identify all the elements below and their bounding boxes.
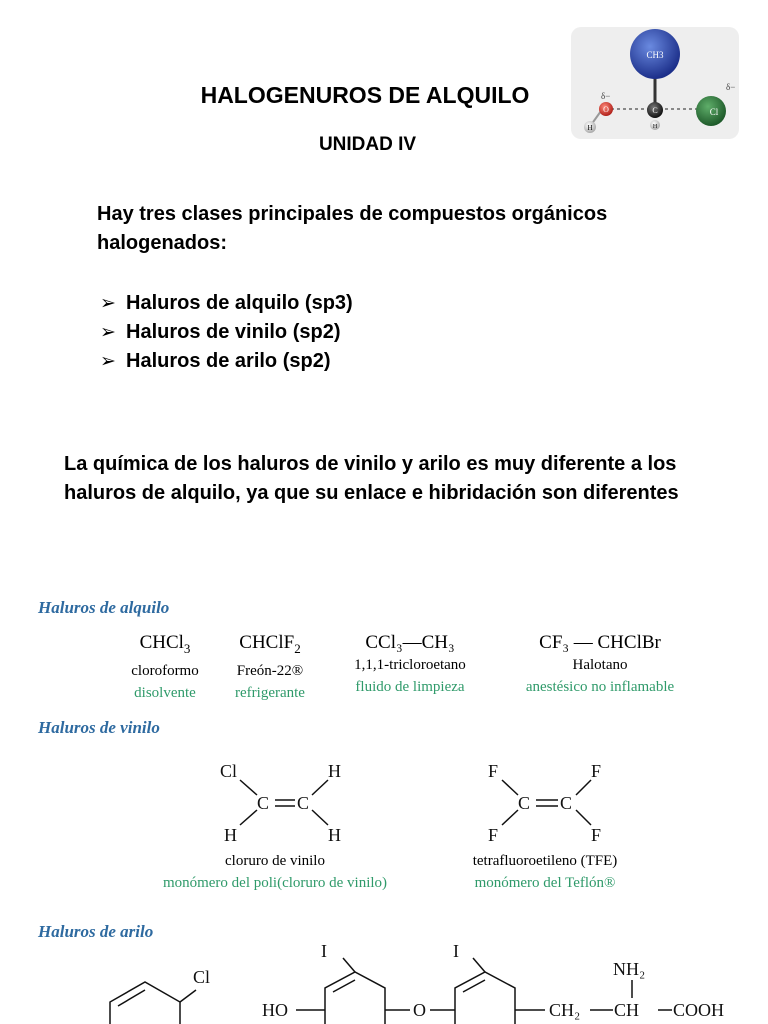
svg-text:H: H — [587, 124, 593, 132]
svg-text:I: I — [453, 941, 459, 961]
compound-chloroform: CHCl$_3$ cloroformo disolvente — [131, 632, 199, 701]
svg-text:CH: CH — [614, 1000, 640, 1020]
svg-text:H: H — [328, 761, 341, 781]
compound-freon22: CHClF$_2$ Freón-22® refrigerante — [235, 632, 305, 701]
svg-text:C: C — [518, 793, 531, 813]
page-title: HALOGENUROS DE ALQUILO — [200, 82, 530, 108]
vinyl-chloride-caption: cloruro de vinilo monómero del poli(cloruro de vinilo) — [162, 853, 388, 891]
svg-text:C: C — [560, 793, 573, 813]
svg-text:O: O — [413, 1000, 426, 1020]
svg-text:H: H — [224, 825, 237, 845]
vinyl-chloride-structure — [200, 755, 370, 850]
halide-class-list — [100, 289, 353, 376]
svg-text:δ−: δ− — [726, 82, 736, 92]
svg-text:I: I — [321, 941, 327, 961]
svg-text:NH₂: NH₂ — [613, 959, 646, 979]
section-heading-alquilo: Haluros de alquilo — [38, 598, 170, 617]
comparison-paragraph: La química de los haluros de vinilo y arilo es muy diferente a los haluros de alquilo, ya que su enlace e hibridación son diferentes — [64, 453, 679, 504]
svg-text:C: C — [652, 106, 658, 115]
intro-text: Hay tres clases principales de compuestos orgánicos halogenados: — [97, 203, 608, 254]
svg-text:HO: HO — [262, 1000, 288, 1020]
svg-text:F: F — [488, 761, 499, 781]
svg-text:C: C — [297, 793, 310, 813]
svg-text:δ−: δ− — [601, 91, 611, 101]
compound-halothane: CF₃ — CHClBr Halotano anestésico no inflamable — [525, 632, 675, 695]
section-heading-vinilo: Haluros de vinilo — [38, 718, 160, 737]
list-item: ➢ Haluros de arilo (sp2) — [100, 347, 353, 376]
svg-text:COOH: COOH — [673, 1000, 725, 1020]
svg-text:CH3: CH3 — [646, 50, 664, 60]
tetrafluoroethylene-structure — [478, 755, 628, 850]
svg-text:CH₂: CH₂ — [549, 1000, 581, 1020]
svg-text:C: C — [257, 793, 270, 813]
page-subtitle: UNIDAD IV — [318, 134, 417, 155]
svg-text:H: H — [652, 124, 658, 130]
svg-text:Cl: Cl — [220, 761, 238, 781]
list-item: ➢ Haluros de vinilo (sp2) — [100, 318, 353, 347]
svg-text:H: H — [328, 825, 341, 845]
molecule-model-image — [571, 27, 739, 139]
compound-trichloroethane: CCl₃—CH₃ 1,1,1-tricloroetano fluido de limpieza — [354, 632, 466, 695]
svg-text:F: F — [591, 761, 602, 781]
arrow-bullet-icon: ➢ — [100, 322, 116, 343]
svg-text:Cl: Cl — [709, 107, 719, 117]
svg-text:F: F — [591, 825, 602, 845]
svg-text:O: O — [603, 105, 609, 114]
arrow-bullet-icon: ➢ — [100, 351, 116, 372]
aryl-halide-structures — [0, 930, 768, 1024]
arrow-bullet-icon: ➢ — [100, 293, 116, 314]
svg-text:F: F — [488, 825, 499, 845]
section-heading-arilo: Haluros de arilo — [38, 922, 154, 941]
list-item: ➢ Haluros de alquilo (sp3) — [100, 289, 353, 318]
svg-text:Cl: Cl — [193, 967, 211, 987]
tfe-caption: tetrafluoroetileno (TFE) monómero del Teflón® — [472, 853, 618, 891]
